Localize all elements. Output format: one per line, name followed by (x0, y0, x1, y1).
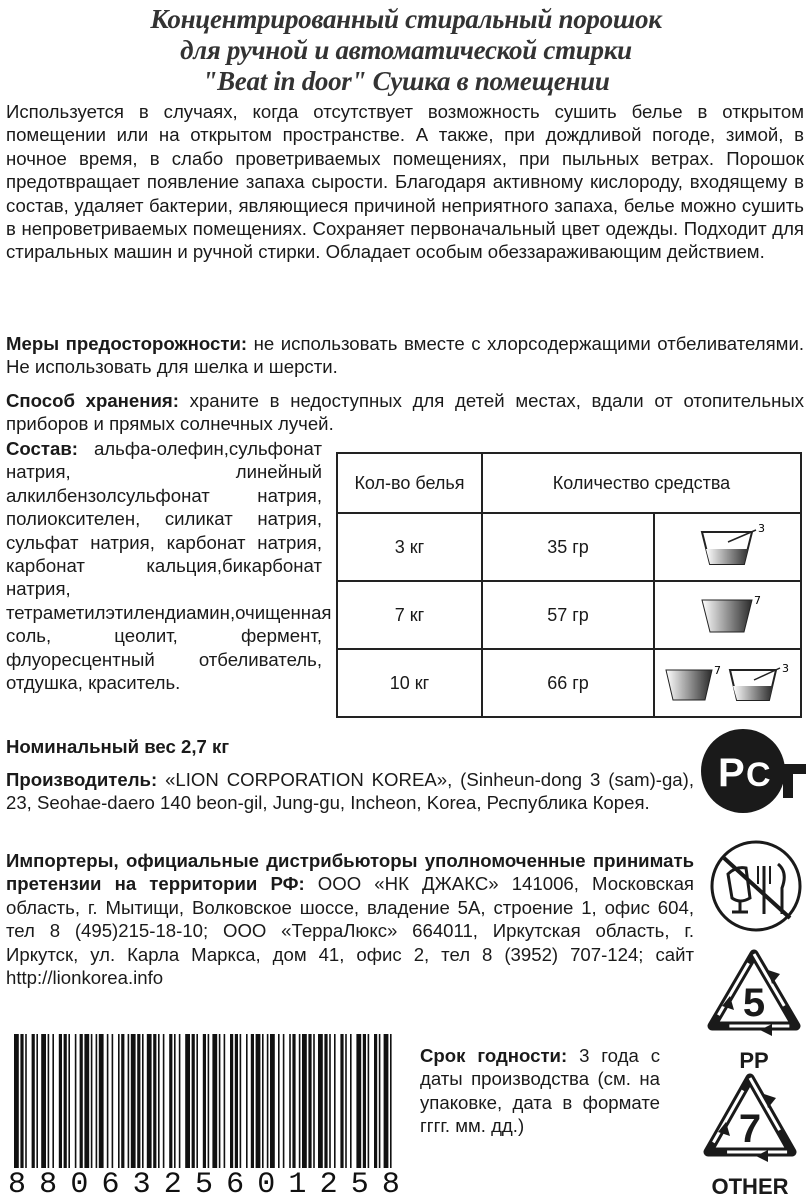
barcode-digit: 2 (163, 1168, 182, 1202)
barcode-bar (84, 1034, 89, 1168)
barcode-bar (390, 1034, 392, 1168)
barcode-bar (299, 1034, 301, 1168)
composition-paragraph (6, 437, 332, 694)
barcode-bar (128, 1034, 130, 1168)
composition-text: альфа-олефин,сульфонат натрия, линейный алкилбензолсульфонат натрия, полиоксителен, силикат натрия, сульфат натрия, карбонат натрия, карбонат кальция,бикарбонат натрия, тетраметилэтилендиамин,очищенная соль, цеолит, фермент, флуоресцентный отбеливатель, отдушка, краситель. (6, 438, 332, 694)
title-line-3: "Beat in door" Сушка в помещении (202, 66, 610, 96)
scoop-icon-cell (654, 649, 801, 717)
barcode-bar (179, 1034, 181, 1168)
dosage-amount: 35 гр (482, 513, 654, 581)
barcode-bar (363, 1034, 366, 1168)
description-paragraph: Используется в случаях, когда отсутствует возможность сушить белье в открытом помещении или на открытом пространстве. А также, при дождливой погоде, зимой, в ночное время, в слабо проветриваемых помещениях, при пыльных ветрах. Порошок предотвращает появление запаха сырости. Благодаря активному кислороду, входящему в состав, удаляет бактерии, являющиеся причиной неприятного запаха, белье можно сушить в непроветриваемых помещениях. Сохраняет первоначальный цвет одежды. Подходит для стиральных машин и ручной стирки. Обладает особым обеззараживающим действием. (6, 101, 804, 263)
barcode-digit: 5 (194, 1168, 213, 1202)
barcode-bar (270, 1034, 275, 1168)
recycle-number: 7 (738, 1107, 762, 1151)
full-scoop-icon (688, 588, 768, 642)
barcode-bar (219, 1034, 221, 1168)
barcode-bar (196, 1034, 198, 1168)
nominal-weight: Номинальный вес 2,7 кг (6, 736, 230, 757)
barcode-digits (8, 1170, 400, 1200)
barcode-bar (203, 1034, 206, 1168)
barcode-bar (169, 1034, 172, 1168)
expiry-label: Срок годности: (420, 1045, 568, 1066)
barcode-bar (59, 1034, 62, 1168)
barcode-bar (267, 1034, 269, 1168)
scoop-mark-text: 7 (713, 664, 721, 677)
scoop-mark-text: 3 (757, 522, 765, 535)
barcode-bar (41, 1034, 46, 1168)
barcode-bar (278, 1034, 280, 1168)
barcode-digit: 1 (288, 1168, 307, 1202)
barcode-bar (329, 1034, 331, 1168)
barcode-bar (153, 1034, 156, 1168)
barcode-digit: 8 (8, 1168, 27, 1202)
scoop-mark-text: 3 (781, 662, 789, 675)
barcode-bar (52, 1034, 54, 1168)
barcode-bar (14, 1034, 19, 1168)
barcode-bar (350, 1034, 352, 1168)
barcode-bar (192, 1034, 195, 1168)
barcode-bar (246, 1034, 248, 1168)
scoop-icon-cell (654, 581, 801, 649)
barcode-bar (256, 1034, 261, 1168)
barcode-bar (289, 1034, 291, 1168)
recycle-pp-icon (700, 944, 808, 1076)
barcode-bar (137, 1034, 140, 1168)
barcode-bar (147, 1034, 152, 1168)
barcode-bar (302, 1034, 307, 1168)
barcode-bar (118, 1034, 120, 1168)
barcode-bar (64, 1034, 67, 1168)
dosage-laundry: 10 кг (337, 649, 482, 717)
scoop-combo-icon (658, 656, 798, 710)
barcode-bar (163, 1034, 165, 1168)
barcode-bar (240, 1034, 242, 1168)
barcode-digit: 0 (70, 1168, 89, 1202)
scoop-mark-text: 7 (753, 594, 761, 607)
recycle-other-icon (690, 1070, 810, 1200)
barcode-bar (142, 1034, 144, 1168)
barcode-bar (131, 1034, 136, 1168)
barcode-bar (374, 1034, 377, 1168)
barcode-bar (324, 1034, 327, 1168)
barcode-bar (368, 1034, 370, 1168)
dosage-header-laundry: Кол-во белья (337, 453, 482, 513)
dosage-row (337, 649, 801, 717)
dosage-laundry: 7 кг (337, 581, 482, 649)
barcode-digit: 8 (381, 1168, 400, 1202)
barcode-bar (230, 1034, 233, 1168)
barcode-bar (384, 1034, 389, 1168)
barcode-digit: 2 (319, 1168, 338, 1202)
expiry-paragraph (420, 1044, 660, 1138)
importers-label: Импортеры, официальные дистрибьюторы уполномоченные принимать претензии на территории РФ: (6, 850, 694, 895)
barcode-bar (99, 1034, 104, 1168)
recycle-label: PP (739, 1048, 769, 1073)
barcode-bar (91, 1034, 93, 1168)
storage-text: храните в недоступных для детей местах, вдали от отопительных приборов и прямых солнечных лучей. (6, 390, 804, 435)
dosage-laundry: 3 кг (337, 513, 482, 581)
barcode-bar (20, 1034, 23, 1168)
barcode-bar (235, 1034, 238, 1168)
barcode-bar (262, 1034, 264, 1168)
dosage-amount: 66 гр (482, 649, 654, 717)
recycle-number: 5 (742, 981, 766, 1025)
barcode-digit: 8 (39, 1168, 58, 1202)
barcode-bar (121, 1034, 124, 1168)
dosage-table (336, 452, 802, 718)
pct-certification-icon (698, 724, 808, 818)
barcode-bar (292, 1034, 295, 1168)
scoop-icon-cell (654, 513, 801, 581)
barcode-bar (224, 1034, 226, 1168)
title-line-2: для ручной и автоматической стирки (180, 35, 632, 65)
storage-paragraph (6, 389, 804, 436)
barcode-bar (158, 1034, 160, 1168)
barcode-digit: 6 (101, 1168, 120, 1202)
barcode (8, 1034, 400, 1200)
composition-label: Состав: (6, 438, 78, 459)
dosage-row (337, 513, 801, 581)
barcode-bar (318, 1034, 323, 1168)
recycle-label: OTHER (711, 1174, 789, 1199)
barcode-digit: 5 (350, 1168, 369, 1202)
barcode-bar (75, 1034, 77, 1168)
barcode-bar (308, 1034, 311, 1168)
barcode-bar (379, 1034, 381, 1168)
barcode-bar (356, 1034, 361, 1168)
barcode-bar (32, 1034, 35, 1168)
barcode-bars (8, 1034, 400, 1168)
dosage-amount: 57 гр (482, 581, 654, 649)
barcode-digit: 3 (132, 1168, 151, 1202)
expiry-text: 3 года с даты производства (см. на упаковке, дата в формате гггг. мм. дд.) (420, 1045, 660, 1137)
barcode-bar (96, 1034, 98, 1168)
manufacturer-text: «LION CORPORATION KOREA», (Sinheun-dong 3 (sam)-ga), 23, Seohae-daero 140 beon-gil, Jung-gu, Incheon, Korea, Республика Корея. (6, 769, 694, 814)
barcode-bar (25, 1034, 27, 1168)
manufacturer-paragraph (6, 768, 694, 815)
precautions-paragraph (6, 332, 804, 379)
barcode-bar (107, 1034, 109, 1168)
barcode-bar (48, 1034, 50, 1168)
barcode-bar (313, 1034, 315, 1168)
dosage-header-amount: Количество средства (482, 453, 801, 513)
title-line-1: Концентрированный стиральный порошок (150, 4, 662, 34)
barcode-bar (212, 1034, 217, 1168)
importers-paragraph (6, 849, 694, 989)
barcode-bar (334, 1034, 336, 1168)
barcode-bar (340, 1034, 343, 1168)
barcode-bar (283, 1034, 285, 1168)
barcode-bar (36, 1034, 38, 1168)
barcode-bar (345, 1034, 347, 1168)
manufacturer-label: Производитель: (6, 769, 158, 790)
barcode-digit: 6 (226, 1168, 245, 1202)
barcode-bar (68, 1034, 70, 1168)
dosage-row (337, 581, 801, 649)
barcode-bar (251, 1034, 254, 1168)
barcode-bar (80, 1034, 83, 1168)
svg-text:С: С (746, 756, 771, 794)
product-title (0, 4, 812, 97)
storage-label: Способ хранения: (6, 390, 179, 411)
barcode-bar (174, 1034, 176, 1168)
barcode-bar (112, 1034, 114, 1168)
barcode-bar (185, 1034, 190, 1168)
precautions-text: не использовать вместе с хлорсодержащими отбеливателями. Не использовать для шелка и шерсти. (6, 333, 805, 378)
importers-text: ООО «НК ДЖАКС» 141006, Московская область, г. Мытищи, Волковское шоссе, владение 5А, строение 1, офис 604, тел 8 (495)215-18-10; ООО «ТерраЛюкс» 664011, Иркутская область, г. Иркутск, ул. Карла Маркса, дом 41, офис 2, тел 8 (3952) 707-124; сайт http://lionkorea.info (6, 873, 694, 989)
not-food-contact-icon (706, 838, 806, 934)
barcode-digit: 0 (257, 1168, 276, 1202)
precautions-label: Меры предосторожности: (6, 333, 248, 354)
svg-text:Р: Р (718, 751, 745, 795)
barcode-bar (208, 1034, 210, 1168)
half-scoop-icon (688, 520, 768, 574)
